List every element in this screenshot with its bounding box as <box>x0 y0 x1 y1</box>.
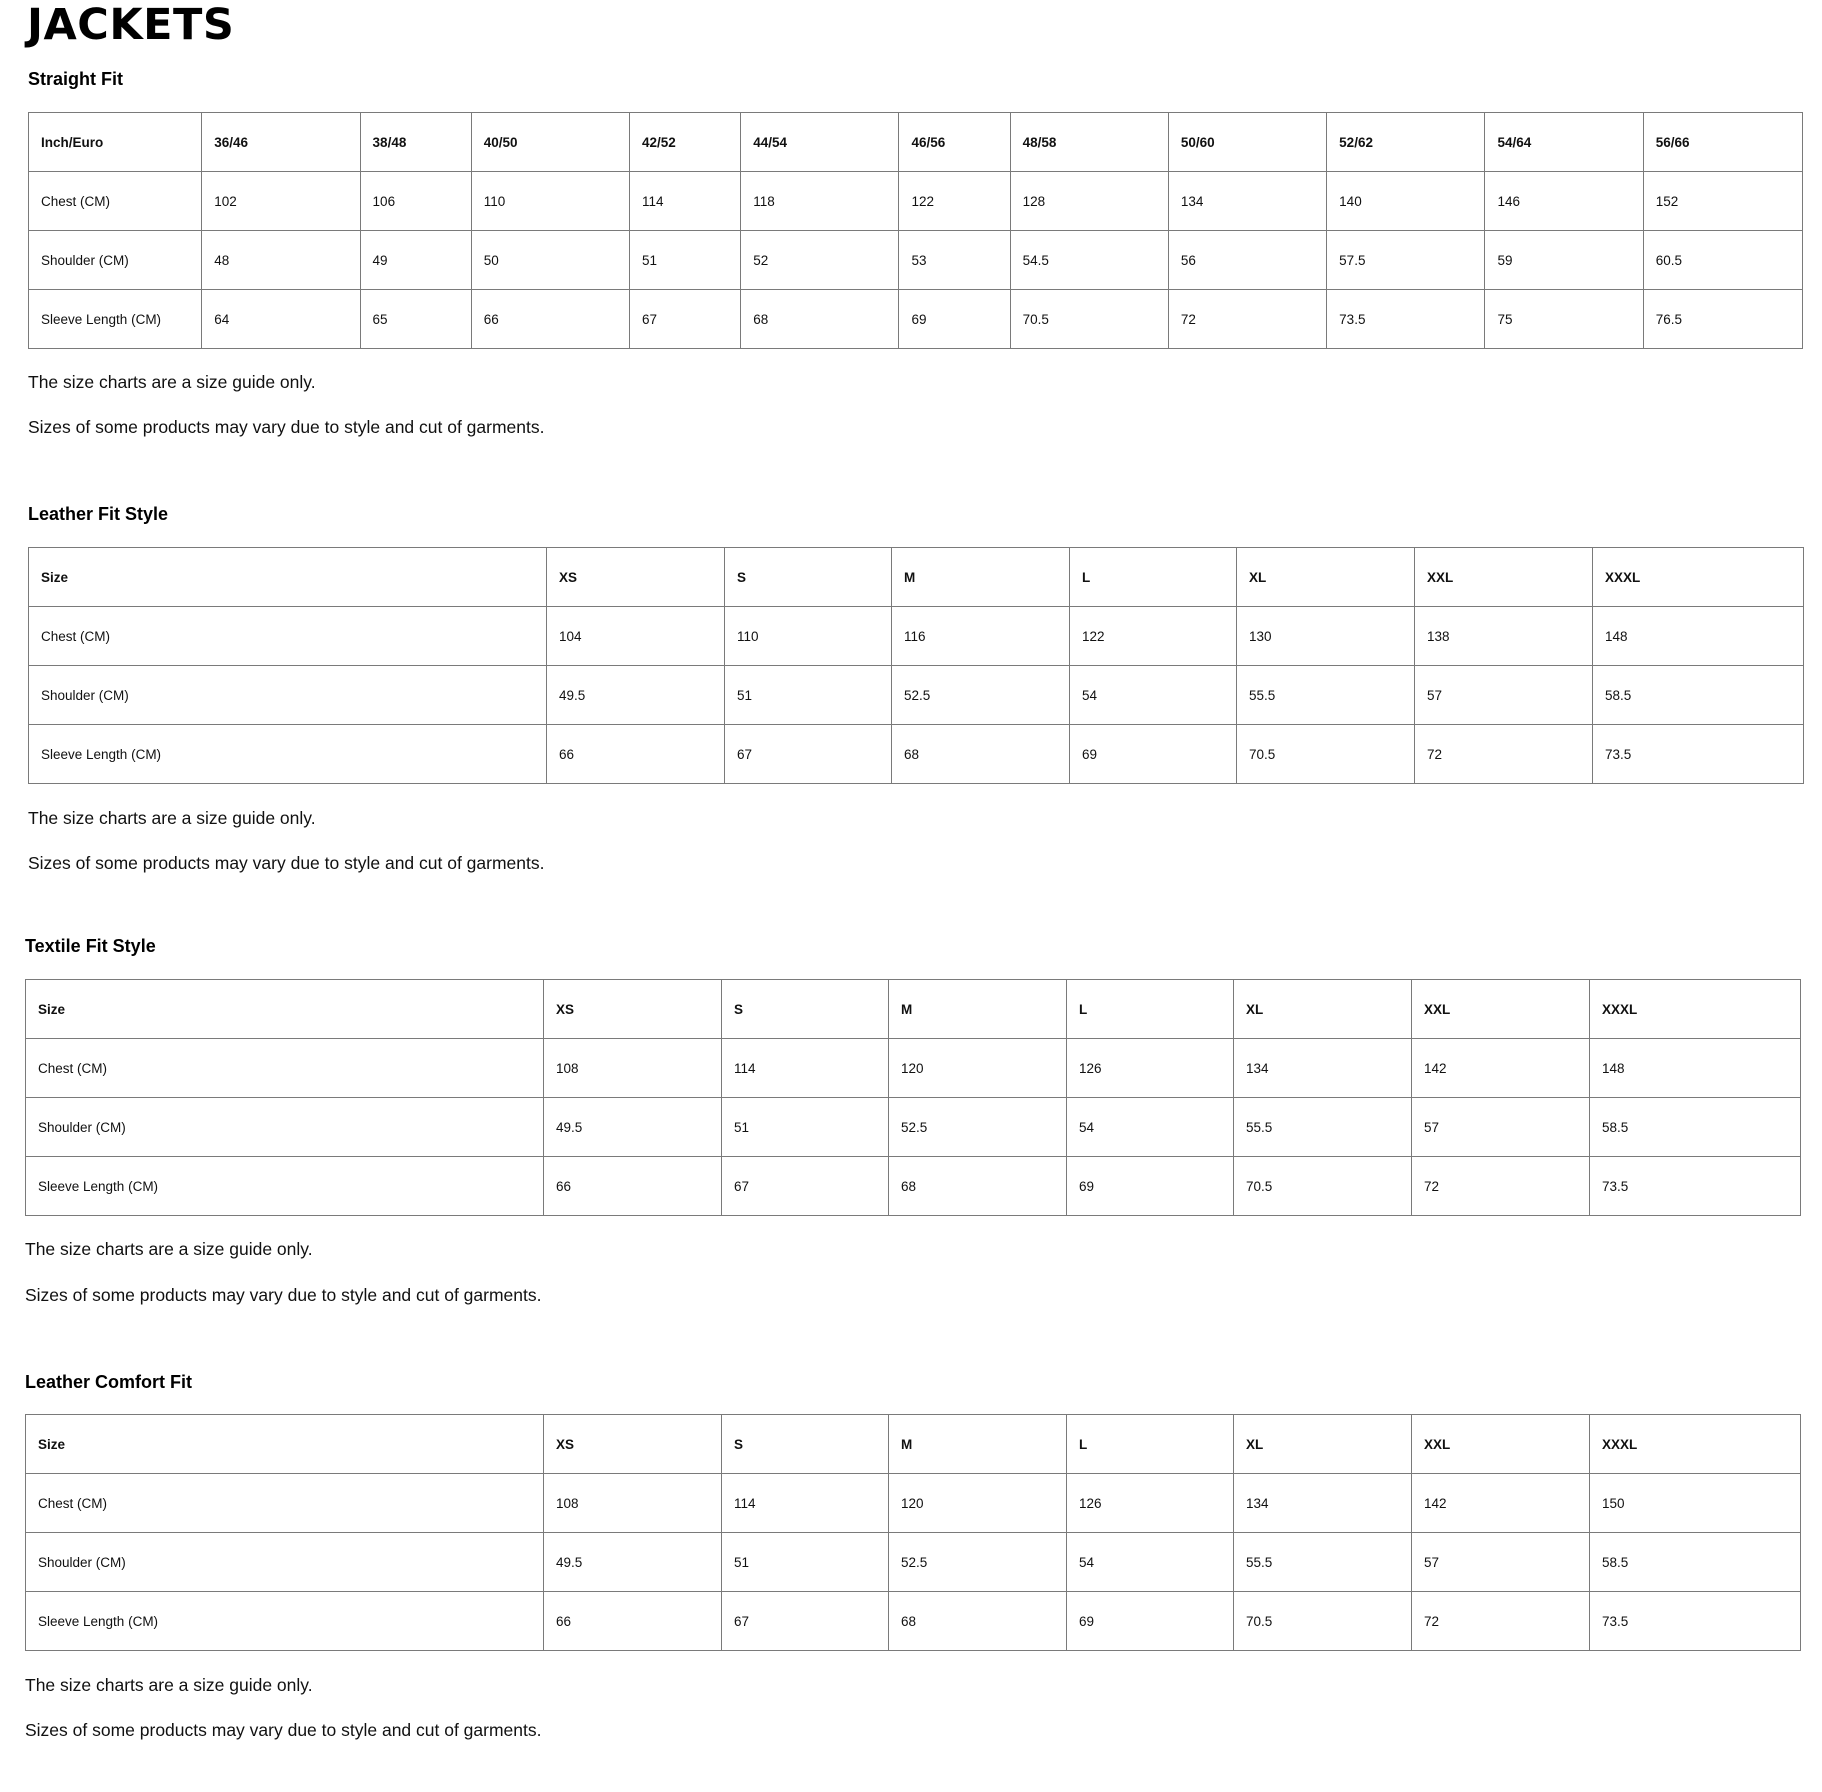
measurement-value: 142 <box>1412 1039 1590 1098</box>
size-header-cell: 54/64 <box>1485 113 1643 172</box>
measurement-value: 118 <box>741 172 899 231</box>
measurement-value: 58.5 <box>1590 1098 1801 1157</box>
page-title: JACKETS <box>27 0 235 50</box>
measurement-value: 108 <box>544 1474 722 1533</box>
size-header-cell: 36/46 <box>202 113 360 172</box>
section-title: Leather Comfort Fit <box>25 1372 193 1392</box>
measurement-value: 110 <box>471 172 629 231</box>
table-row <box>29 231 1803 290</box>
measurement-value: 72 <box>1168 290 1326 349</box>
measurement-value: 54 <box>1067 1533 1234 1592</box>
size-header-cell: XS <box>544 1415 722 1474</box>
measurement-value: 66 <box>544 1592 722 1651</box>
measurement-value: 134 <box>1168 172 1326 231</box>
measurement-value: 49 <box>360 231 471 290</box>
measurement-value: 67 <box>722 1157 889 1216</box>
table-row <box>29 666 1804 725</box>
measurement-value: 52.5 <box>889 1533 1067 1592</box>
measurement-value: 64 <box>202 290 360 349</box>
table-row <box>29 172 1803 231</box>
measurement-value: 104 <box>547 607 725 666</box>
measurement-value: 68 <box>892 725 1070 784</box>
size-header-cell: S <box>722 980 889 1039</box>
measurement-value: 142 <box>1412 1474 1590 1533</box>
measurement-value: 114 <box>630 172 741 231</box>
measurement-value: 70.5 <box>1234 1592 1412 1651</box>
measurement-value: 76.5 <box>1643 290 1802 349</box>
measurement-value: 69 <box>1070 725 1237 784</box>
measurement-value: 67 <box>630 290 741 349</box>
size-header-cell: M <box>889 1415 1067 1474</box>
measurement-value: 48 <box>202 231 360 290</box>
measurement-value: 69 <box>1067 1592 1234 1651</box>
size-header-cell: 38/48 <box>360 113 471 172</box>
measurement-value: 57 <box>1412 1098 1590 1157</box>
measurement-value: 53 <box>899 231 1010 290</box>
measurement-value: 51 <box>630 231 741 290</box>
measurement-value: 66 <box>471 290 629 349</box>
size-header-cell: S <box>725 548 892 607</box>
measurement-value: 126 <box>1067 1039 1234 1098</box>
size-header-cell: 50/60 <box>1168 113 1326 172</box>
measurement-label: Chest (CM) <box>26 1474 544 1533</box>
table-row <box>26 1533 1801 1592</box>
table-row <box>29 290 1803 349</box>
measurement-value: 106 <box>360 172 471 231</box>
size-header-cell: L <box>1067 1415 1234 1474</box>
measurement-value: 73.5 <box>1590 1157 1801 1216</box>
measurement-value: 116 <box>892 607 1070 666</box>
table-header-row <box>29 113 1803 172</box>
measurement-value: 72 <box>1415 725 1593 784</box>
measurement-value: 70.5 <box>1237 725 1415 784</box>
measurement-value: 54.5 <box>1010 231 1168 290</box>
measurement-value: 134 <box>1234 1474 1412 1533</box>
measurement-value: 60.5 <box>1643 231 1802 290</box>
measurement-value: 49.5 <box>547 666 725 725</box>
size-variation-note: Sizes of some products may vary due to style and cut of garments. <box>25 1285 542 1305</box>
header-row-label: Size <box>29 548 547 607</box>
measurement-value: 72 <box>1412 1592 1590 1651</box>
size-table <box>28 547 1804 784</box>
measurement-value: 57 <box>1415 666 1593 725</box>
size-header-cell: XS <box>547 548 725 607</box>
measurement-value: 122 <box>1070 607 1237 666</box>
table-row <box>26 1098 1801 1157</box>
size-table <box>25 1414 1801 1651</box>
measurement-value: 150 <box>1590 1474 1801 1533</box>
table-row <box>26 1474 1801 1533</box>
header-row-label: Size <box>26 980 544 1039</box>
measurement-value: 134 <box>1234 1039 1412 1098</box>
measurement-value: 66 <box>547 725 725 784</box>
measurement-label: Shoulder (CM) <box>29 231 202 290</box>
size-header-cell: 48/58 <box>1010 113 1168 172</box>
size-header-cell: 42/52 <box>630 113 741 172</box>
size-header-cell: XL <box>1234 1415 1412 1474</box>
section-title: Leather Fit Style <box>28 504 169 524</box>
table-row <box>26 1157 1801 1216</box>
measurement-value: 148 <box>1590 1039 1801 1098</box>
measurement-value: 66 <box>544 1157 722 1216</box>
measurement-value: 73.5 <box>1327 290 1485 349</box>
size-variation-note: Sizes of some products may vary due to style and cut of garments. <box>28 417 545 437</box>
measurement-value: 114 <box>722 1474 889 1533</box>
measurement-value: 68 <box>889 1592 1067 1651</box>
section-title: Textile Fit Style <box>25 936 156 956</box>
table-row <box>29 725 1804 784</box>
measurement-value: 148 <box>1593 607 1804 666</box>
measurement-value: 72 <box>1412 1157 1590 1216</box>
measurement-value: 51 <box>722 1098 889 1157</box>
size-guide-note: The size charts are a size guide only. <box>25 1239 313 1259</box>
measurement-value: 59 <box>1485 231 1643 290</box>
measurement-value: 152 <box>1643 172 1802 231</box>
measurement-value: 69 <box>899 290 1010 349</box>
measurement-value: 57 <box>1412 1533 1590 1592</box>
measurement-value: 110 <box>725 607 892 666</box>
measurement-value: 128 <box>1010 172 1168 231</box>
measurement-value: 68 <box>741 290 899 349</box>
measurement-value: 73.5 <box>1590 1592 1801 1651</box>
size-header-cell: XXL <box>1412 980 1590 1039</box>
section-title: Straight Fit <box>28 69 123 89</box>
measurement-label: Shoulder (CM) <box>26 1533 544 1592</box>
size-variation-note: Sizes of some products may vary due to style and cut of garments. <box>25 1720 542 1740</box>
size-header-cell: 56/66 <box>1643 113 1802 172</box>
measurement-value: 120 <box>889 1474 1067 1533</box>
header-row-label: Size <box>26 1415 544 1474</box>
measurement-label: Sleeve Length (CM) <box>26 1592 544 1651</box>
table-header-row <box>26 1415 1801 1474</box>
measurement-label: Sleeve Length (CM) <box>29 725 547 784</box>
size-header-cell: M <box>889 980 1067 1039</box>
measurement-value: 70.5 <box>1234 1157 1412 1216</box>
measurement-value: 69 <box>1067 1157 1234 1216</box>
measurement-value: 57.5 <box>1327 231 1485 290</box>
size-header-cell: XS <box>544 980 722 1039</box>
size-header-cell: 40/50 <box>471 113 629 172</box>
measurement-value: 51 <box>722 1533 889 1592</box>
measurement-value: 138 <box>1415 607 1593 666</box>
measurement-value: 102 <box>202 172 360 231</box>
measurement-value: 51 <box>725 666 892 725</box>
size-guide-note: The size charts are a size guide only. <box>28 372 316 392</box>
measurement-value: 65 <box>360 290 471 349</box>
size-header-cell: XXL <box>1412 1415 1590 1474</box>
size-table <box>25 979 1801 1216</box>
measurement-value: 55.5 <box>1237 666 1415 725</box>
size-header-cell: XXL <box>1415 548 1593 607</box>
measurement-value: 52.5 <box>892 666 1070 725</box>
table-header-row <box>26 980 1801 1039</box>
measurement-value: 120 <box>889 1039 1067 1098</box>
size-header-cell: XL <box>1237 548 1415 607</box>
size-header-cell: XXXL <box>1593 548 1804 607</box>
measurement-value: 130 <box>1237 607 1415 666</box>
measurement-label: Shoulder (CM) <box>29 666 547 725</box>
measurement-value: 67 <box>725 725 892 784</box>
measurement-value: 75 <box>1485 290 1643 349</box>
measurement-value: 54 <box>1067 1098 1234 1157</box>
size-table <box>28 112 1803 349</box>
table-row <box>26 1039 1801 1098</box>
measurement-value: 52 <box>741 231 899 290</box>
size-header-cell: 44/54 <box>741 113 899 172</box>
measurement-value: 50 <box>471 231 629 290</box>
size-variation-note: Sizes of some products may vary due to style and cut of garments. <box>28 853 545 873</box>
measurement-value: 126 <box>1067 1474 1234 1533</box>
size-header-cell: L <box>1070 548 1237 607</box>
size-guide-note: The size charts are a size guide only. <box>25 1675 313 1695</box>
measurement-value: 70.5 <box>1010 290 1168 349</box>
measurement-value: 122 <box>899 172 1010 231</box>
table-row <box>26 1592 1801 1651</box>
measurement-label: Chest (CM) <box>29 172 202 231</box>
size-header-cell: XXXL <box>1590 1415 1801 1474</box>
measurement-value: 58.5 <box>1593 666 1804 725</box>
size-header-cell: L <box>1067 980 1234 1039</box>
measurement-value: 68 <box>889 1157 1067 1216</box>
size-header-cell: XXXL <box>1590 980 1801 1039</box>
measurement-label: Sleeve Length (CM) <box>26 1157 544 1216</box>
measurement-value: 140 <box>1327 172 1485 231</box>
measurement-label: Shoulder (CM) <box>26 1098 544 1157</box>
table-row <box>29 607 1804 666</box>
measurement-value: 114 <box>722 1039 889 1098</box>
measurement-value: 49.5 <box>544 1533 722 1592</box>
measurement-value: 55.5 <box>1234 1098 1412 1157</box>
measurement-value: 108 <box>544 1039 722 1098</box>
measurement-value: 55.5 <box>1234 1533 1412 1592</box>
size-header-cell: XL <box>1234 980 1412 1039</box>
measurement-value: 67 <box>722 1592 889 1651</box>
size-header-cell: 52/62 <box>1327 113 1485 172</box>
measurement-value: 58.5 <box>1590 1533 1801 1592</box>
size-header-cell: S <box>722 1415 889 1474</box>
measurement-label: Chest (CM) <box>26 1039 544 1098</box>
measurement-value: 146 <box>1485 172 1643 231</box>
size-guide-note: The size charts are a size guide only. <box>28 808 316 828</box>
measurement-value: 73.5 <box>1593 725 1804 784</box>
measurement-value: 56 <box>1168 231 1326 290</box>
measurement-label: Chest (CM) <box>29 607 547 666</box>
size-header-cell: 46/56 <box>899 113 1010 172</box>
header-row-label: Inch/Euro <box>29 113 202 172</box>
measurement-value: 52.5 <box>889 1098 1067 1157</box>
table-header-row <box>29 548 1804 607</box>
measurement-value: 54 <box>1070 666 1237 725</box>
measurement-value: 49.5 <box>544 1098 722 1157</box>
measurement-label: Sleeve Length (CM) <box>29 290 202 349</box>
size-header-cell: M <box>892 548 1070 607</box>
